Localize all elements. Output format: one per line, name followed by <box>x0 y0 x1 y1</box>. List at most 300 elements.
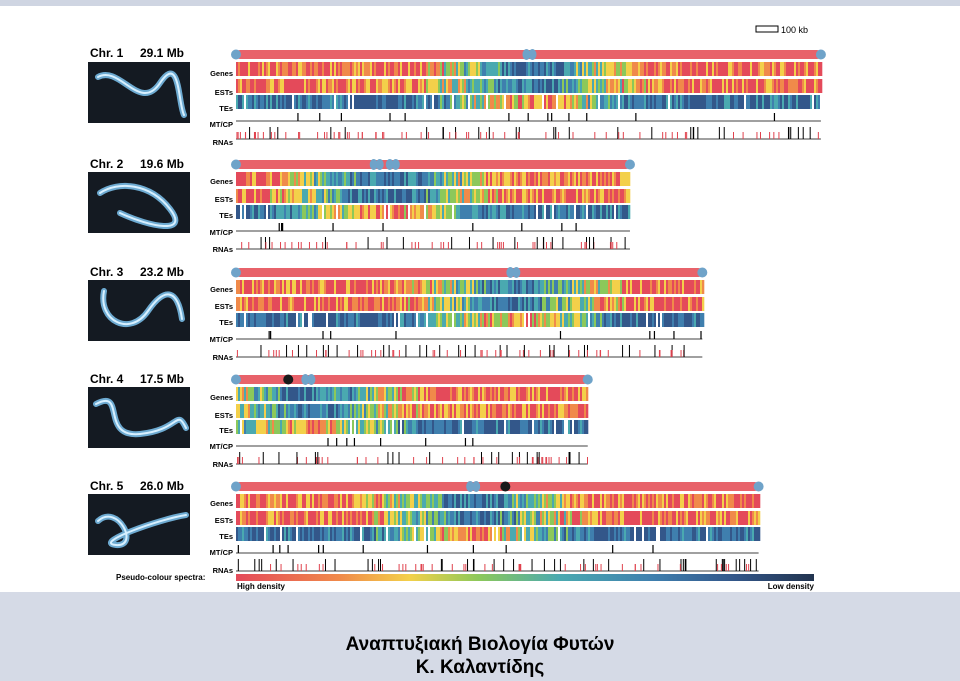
density-stripe <box>260 172 262 186</box>
density-stripe <box>508 189 510 203</box>
density-stripe <box>262 527 264 541</box>
density-stripe <box>494 511 496 525</box>
density-stripe <box>452 280 454 294</box>
density-stripe <box>390 404 392 418</box>
density-stripe <box>632 494 634 508</box>
slide-footer <box>0 592 960 681</box>
density-stripe <box>336 280 338 294</box>
density-stripe <box>412 297 414 311</box>
density-stripe <box>356 420 358 434</box>
density-stripe <box>578 527 580 541</box>
density-stripe <box>748 527 750 541</box>
density-stripe <box>588 205 590 219</box>
density-stripe <box>634 297 636 311</box>
density-stripe <box>408 172 410 186</box>
density-stripe <box>694 511 696 525</box>
density-stripe <box>404 189 406 203</box>
density-stripe <box>536 280 538 294</box>
density-stripe <box>268 313 270 327</box>
density-stripe <box>798 95 800 109</box>
density-stripe <box>586 172 588 186</box>
density-stripe <box>510 79 512 93</box>
density-stripe <box>340 62 342 76</box>
density-stripe <box>274 313 276 327</box>
density-stripe <box>344 95 346 109</box>
density-stripe <box>686 62 688 76</box>
density-stripe <box>240 95 242 109</box>
density-stripe <box>472 79 474 93</box>
density-stripe <box>550 189 552 203</box>
density-stripe <box>550 404 552 418</box>
density-stripe <box>540 387 542 401</box>
density-stripe <box>326 205 328 219</box>
density-stripe <box>532 527 534 541</box>
density-stripe <box>586 527 588 541</box>
density-stripe <box>714 527 716 541</box>
density-stripe <box>626 527 628 541</box>
density-stripe <box>304 79 306 93</box>
density-stripe <box>498 189 500 203</box>
density-stripe <box>762 79 764 93</box>
density-stripe <box>298 511 300 525</box>
density-stripe <box>460 205 462 219</box>
density-stripe <box>526 95 528 109</box>
density-stripe <box>604 511 606 525</box>
density-stripe <box>486 420 488 434</box>
density-stripe <box>564 313 566 327</box>
density-stripe <box>294 511 296 525</box>
density-stripe <box>336 313 338 327</box>
density-stripe <box>596 172 598 186</box>
density-stripe <box>752 494 754 508</box>
density-stripe <box>692 494 694 508</box>
density-stripe <box>680 280 682 294</box>
density-stripe <box>374 511 376 525</box>
density-stripe <box>462 404 464 418</box>
density-stripe <box>238 494 240 508</box>
density-stripe <box>256 189 258 203</box>
density-stripe <box>342 189 344 203</box>
density-stripe <box>340 280 342 294</box>
density-stripe <box>544 511 546 525</box>
density-stripe <box>274 404 276 418</box>
density-stripe <box>556 79 558 93</box>
density-stripe <box>484 172 486 186</box>
density-stripe <box>454 420 456 434</box>
density-stripe <box>596 527 598 541</box>
density-stripe <box>674 62 676 76</box>
density-stripe <box>388 404 390 418</box>
density-stripe <box>422 297 424 311</box>
density-stripe <box>248 387 250 401</box>
density-stripe <box>606 172 608 186</box>
density-stripe <box>328 95 330 109</box>
density-stripe <box>396 420 398 434</box>
density-stripe <box>378 420 380 434</box>
density-stripe <box>416 387 418 401</box>
density-stripe <box>666 95 668 109</box>
density-stripe <box>730 79 732 93</box>
density-stripe <box>536 189 538 203</box>
density-stripe <box>818 62 820 76</box>
density-stripe <box>688 280 690 294</box>
density-stripe <box>440 387 442 401</box>
density-stripe <box>508 95 510 109</box>
density-stripe <box>702 527 704 541</box>
track-label-ests: ESTs <box>214 195 233 204</box>
density-stripe <box>278 420 280 434</box>
density-stripe <box>754 511 756 525</box>
density-stripe <box>248 62 250 76</box>
density-stripe <box>382 95 384 109</box>
density-stripe <box>314 62 316 76</box>
density-stripe <box>496 404 498 418</box>
density-stripe <box>276 95 278 109</box>
density-stripe <box>362 527 364 541</box>
density-stripe <box>532 404 534 418</box>
density-stripe <box>310 280 312 294</box>
density-stripe <box>262 297 264 311</box>
density-stripe <box>264 189 266 203</box>
density-stripe <box>338 172 340 186</box>
density-stripe <box>664 62 666 76</box>
density-stripe <box>238 62 240 76</box>
density-stripe <box>496 494 498 508</box>
density-stripe <box>370 313 372 327</box>
density-stripe <box>454 297 456 311</box>
density-stripe <box>596 313 598 327</box>
density-stripe <box>578 79 580 93</box>
density-stripe <box>348 420 350 434</box>
density-stripe <box>360 62 362 76</box>
density-stripe <box>286 280 288 294</box>
density-stripe <box>664 280 666 294</box>
density-stripe <box>274 527 276 541</box>
density-stripe <box>636 527 638 541</box>
density-stripe <box>348 404 350 418</box>
density-stripe <box>546 95 548 109</box>
density-stripe <box>578 420 580 434</box>
density-stripe <box>520 404 522 418</box>
density-legend <box>116 573 815 591</box>
density-stripe <box>554 527 556 541</box>
density-stripe <box>246 172 248 186</box>
density-stripe <box>330 297 332 311</box>
density-stripe <box>448 313 450 327</box>
density-stripe <box>676 62 678 76</box>
density-stripe <box>720 494 722 508</box>
density-stripe <box>586 62 588 76</box>
density-stripe <box>550 420 552 434</box>
density-stripe <box>536 297 538 311</box>
density-stripe <box>564 387 566 401</box>
density-stripe <box>422 205 424 219</box>
density-stripe <box>364 527 366 541</box>
density-stripe <box>444 280 446 294</box>
density-stripe <box>254 404 256 418</box>
density-stripe <box>372 511 374 525</box>
density-stripe <box>576 189 578 203</box>
density-stripe <box>368 205 370 219</box>
density-stripe <box>514 172 516 186</box>
density-stripe <box>280 494 282 508</box>
density-stripe <box>664 79 666 93</box>
density-stripe <box>294 79 296 93</box>
density-stripe <box>410 280 412 294</box>
density-stripe <box>354 494 356 508</box>
density-stripe <box>360 189 362 203</box>
density-stripe <box>564 62 566 76</box>
density-stripe <box>478 404 480 418</box>
density-stripe <box>242 172 244 186</box>
density-stripe <box>566 172 568 186</box>
density-stripe <box>454 189 456 203</box>
density-stripe <box>604 494 606 508</box>
density-stripe <box>558 205 560 219</box>
density-stripe <box>302 511 304 525</box>
density-stripe <box>236 62 238 76</box>
density-stripe <box>630 95 632 109</box>
track-label-mtcp: MT/CP <box>209 228 233 237</box>
density-stripe <box>712 511 714 525</box>
density-stripe <box>390 205 392 219</box>
density-stripe <box>486 189 488 203</box>
density-stripe <box>686 511 688 525</box>
density-stripe <box>332 189 334 203</box>
density-stripe <box>564 79 566 93</box>
density-stripe <box>562 172 564 186</box>
density-stripe <box>430 387 432 401</box>
density-stripe <box>292 404 294 418</box>
density-stripe <box>642 511 644 525</box>
density-stripe <box>562 387 564 401</box>
density-stripe <box>648 527 650 541</box>
chromosome-name: Chr. 5 <box>90 479 124 493</box>
density-stripe <box>714 62 716 76</box>
density-stripe <box>572 79 574 93</box>
density-stripe <box>394 95 396 109</box>
density-stripe <box>774 62 776 76</box>
density-stripe <box>650 494 652 508</box>
density-stripe <box>460 387 462 401</box>
density-stripe <box>688 494 690 508</box>
density-stripe <box>508 297 510 311</box>
density-stripe <box>270 280 272 294</box>
density-stripe <box>750 95 752 109</box>
density-stripe <box>498 62 500 76</box>
density-stripe <box>372 280 374 294</box>
density-stripe <box>576 79 578 93</box>
density-stripe <box>486 404 488 418</box>
density-stripe <box>268 420 270 434</box>
density-stripe <box>706 79 708 93</box>
density-stripe <box>362 494 364 508</box>
density-stripe <box>274 297 276 311</box>
density-stripe <box>706 494 708 508</box>
density-stripe <box>490 494 492 508</box>
density-stripe <box>518 527 520 541</box>
density-stripe <box>246 387 248 401</box>
density-stripe <box>606 189 608 203</box>
density-stripe <box>554 189 556 203</box>
density-stripe <box>714 95 716 109</box>
density-stripe <box>618 62 620 76</box>
density-stripe <box>468 313 470 327</box>
density-stripe <box>338 404 340 418</box>
density-stripe <box>582 420 584 434</box>
density-stripe <box>506 79 508 93</box>
density-stripe <box>300 494 302 508</box>
density-stripe <box>674 494 676 508</box>
density-stripe <box>702 280 704 294</box>
density-stripe <box>422 494 424 508</box>
density-stripe <box>680 95 682 109</box>
density-stripe <box>382 404 384 418</box>
density-stripe <box>336 79 338 93</box>
density-stripe <box>544 189 546 203</box>
density-stripe <box>640 494 642 508</box>
density-stripe <box>790 79 792 93</box>
density-stripe <box>356 404 358 418</box>
density-stripe <box>682 95 684 109</box>
density-stripe <box>566 494 568 508</box>
density-stripe <box>508 313 510 327</box>
density-stripe <box>340 172 342 186</box>
track-gap <box>334 95 336 109</box>
density-stripe <box>594 62 596 76</box>
density-stripe <box>556 205 558 219</box>
density-stripe <box>634 313 636 327</box>
density-stripe <box>358 387 360 401</box>
density-stripe <box>812 62 814 76</box>
density-stripe <box>324 313 326 327</box>
density-stripe <box>494 297 496 311</box>
density-stripe <box>334 280 336 294</box>
density-stripe <box>440 280 442 294</box>
density-stripe <box>636 313 638 327</box>
density-stripe <box>454 511 456 525</box>
density-stripe <box>786 95 788 109</box>
density-stripe <box>464 79 466 93</box>
density-stripe <box>290 189 292 203</box>
density-stripe <box>394 79 396 93</box>
density-stripe <box>550 387 552 401</box>
density-stripe <box>524 79 526 93</box>
density-stripe <box>236 404 238 418</box>
density-stripe <box>688 527 690 541</box>
density-stripe <box>486 297 488 311</box>
density-stripe <box>496 205 498 219</box>
density-stripe <box>708 527 710 541</box>
density-stripe <box>480 189 482 203</box>
density-stripe <box>720 95 722 109</box>
density-stripe <box>492 404 494 418</box>
density-stripe <box>464 494 466 508</box>
density-stripe <box>318 313 320 327</box>
density-stripe <box>430 95 432 109</box>
density-stripe <box>342 527 344 541</box>
density-stripe <box>496 511 498 525</box>
density-stripe <box>438 172 440 186</box>
density-stripe <box>758 494 760 508</box>
density-stripe <box>534 280 536 294</box>
density-stripe <box>372 494 374 508</box>
density-stripe <box>386 205 388 219</box>
density-stripe <box>410 79 412 93</box>
density-stripe <box>674 95 676 109</box>
density-stripe <box>500 404 502 418</box>
density-stripe <box>490 420 492 434</box>
density-stripe <box>528 189 530 203</box>
density-stripe <box>464 62 466 76</box>
density-stripe <box>252 404 254 418</box>
density-stripe <box>490 313 492 327</box>
density-stripe <box>606 79 608 93</box>
density-stripe <box>610 297 612 311</box>
density-stripe <box>380 313 382 327</box>
density-stripe <box>686 95 688 109</box>
density-stripe <box>560 79 562 93</box>
density-stripe <box>542 387 544 401</box>
density-stripe <box>322 297 324 311</box>
density-stripe <box>546 189 548 203</box>
density-stripe <box>446 511 448 525</box>
track-gap <box>428 527 430 541</box>
density-stripe <box>538 387 540 401</box>
density-stripe <box>550 297 552 311</box>
density-stripe <box>522 511 524 525</box>
density-stripe <box>486 172 488 186</box>
density-stripe <box>376 95 378 109</box>
density-stripe <box>354 511 356 525</box>
density-stripe <box>488 79 490 93</box>
density-stripe <box>434 205 436 219</box>
density-stripe <box>360 494 362 508</box>
track-gap <box>388 205 390 219</box>
density-stripe <box>324 280 326 294</box>
density-stripe <box>628 297 630 311</box>
density-stripe <box>646 527 648 541</box>
density-stripe <box>362 189 364 203</box>
density-stripe <box>648 313 650 327</box>
density-stripe <box>520 172 522 186</box>
density-stripe <box>592 62 594 76</box>
density-stripe <box>376 387 378 401</box>
density-stripe <box>380 79 382 93</box>
density-stripe <box>600 189 602 203</box>
density-stripe <box>356 79 358 93</box>
density-stripe <box>738 527 740 541</box>
density-stripe <box>284 494 286 508</box>
density-stripe <box>240 62 242 76</box>
density-stripe <box>490 511 492 525</box>
density-stripe <box>308 420 310 434</box>
density-stripe <box>332 527 334 541</box>
density-stripe <box>404 205 406 219</box>
density-stripe <box>298 62 300 76</box>
density-stripe <box>550 205 552 219</box>
density-stripe <box>554 494 556 508</box>
density-stripe <box>296 420 298 434</box>
density-stripe <box>690 494 692 508</box>
density-stripe <box>436 189 438 203</box>
density-stripe <box>284 297 286 311</box>
density-stripe <box>396 404 398 418</box>
density-stripe <box>478 79 480 93</box>
density-stripe <box>706 95 708 109</box>
density-stripe <box>372 313 374 327</box>
density-stripe <box>754 494 756 508</box>
